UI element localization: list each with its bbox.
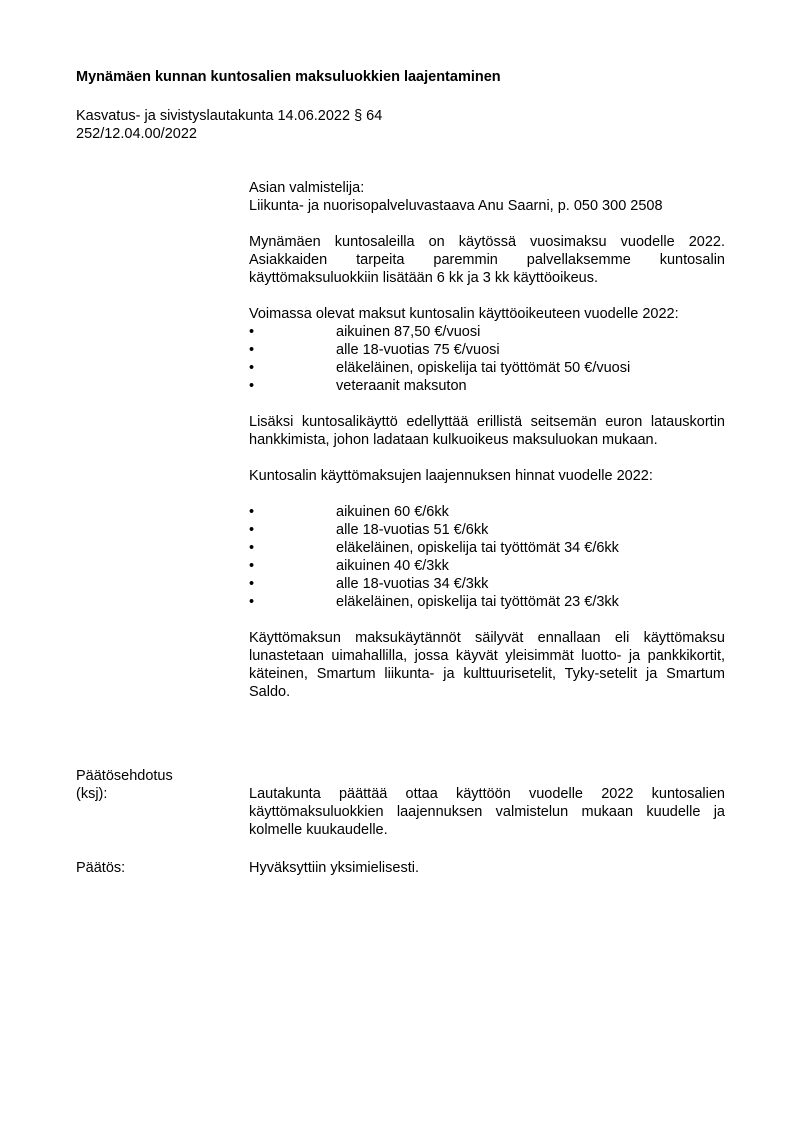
bullet-icon: • <box>249 378 255 394</box>
list-item: • veteraanit maksuton <box>249 378 467 394</box>
meeting-line: Kasvatus- ja sivistyslautakunta 14.06.2022 § 64 <box>76 108 383 124</box>
bullet-icon: • <box>249 576 255 592</box>
list-item: • alle 18-vuotias 75 €/vuosi <box>249 342 500 358</box>
document-body <box>249 179 725 701</box>
preparer-label: Asian valmistelija: <box>249 180 365 196</box>
list-item: • alle 18-vuotias 51 €/6kk <box>249 522 489 538</box>
payment-note-paragraph: Käyttömaksun maksukäytännöt säilyvät ennallaan eli käyttömaksu lunastetaan uimahallilla, jossa käyvät yleisimmät luotto- ja pankkikortit, käteinen, Smartum liikunta- ja kulttuurisetelit, Tyky-setelit ja Smartum Saldo. <box>249 630 725 700</box>
new-fees-heading: Kuntosalin käyttömaksujen laajennuksen hinnat vuodelle 2022: <box>249 468 653 484</box>
bullet-icon: • <box>249 558 255 574</box>
bullet-icon: • <box>249 504 255 520</box>
proposal-label: Päätösehdotus (ksj): <box>76 768 173 802</box>
list-item: • aikuinen 60 €/6kk <box>249 504 449 520</box>
list-item: • aikuinen 40 €/3kk <box>249 558 449 574</box>
bullet-icon: • <box>249 324 255 340</box>
bullet-icon: • <box>249 342 255 358</box>
list-item: • eläkeläinen, opiskelija tai työttömät 50 €/vuosi <box>249 360 631 376</box>
preparer-name: Liikunta- ja nuorisopalveluvastaava Anu Saarni, p. 050 300 2508 <box>249 198 663 214</box>
bullet-icon: • <box>249 360 255 376</box>
current-fees-list <box>249 323 725 395</box>
intro-paragraph: Mynämäen kuntosaleilla on käytössä vuosimaksu vuodelle 2022. Asiakkaiden tarpeita paremmin palvellaksemme kuntosalin käyttömaksuluokkiin lisätään 6 kk ja 3 kk käyttöoikeus. <box>249 234 725 286</box>
list-item: • eläkeläinen, opiskelija tai työttömät 34 €/6kk <box>249 540 619 556</box>
new-fees-list <box>249 503 725 611</box>
list-item: • eläkeläinen, opiskelija tai työttömät 23 €/3kk <box>249 594 619 610</box>
bullet-icon: • <box>249 522 255 538</box>
list-item: • alle 18-vuotias 34 €/3kk <box>249 576 489 592</box>
list-item: • aikuinen 87,50 €/vuosi <box>249 324 481 340</box>
record-number: 252/12.04.00/2022 <box>76 126 197 142</box>
meeting-info <box>76 107 382 143</box>
current-fees-heading: Voimassa olevat maksut kuntosalin käyttöoikeuteen vuodelle 2022: <box>249 306 679 322</box>
bullet-icon: • <box>249 594 255 610</box>
decision-label: Päätös: <box>76 860 126 876</box>
proposal-text: Lautakunta päättää ottaa käyttöön vuodelle 2022 kuntosalien käyttömaksuluokkien laajennuksen valmistelun mukaan kuudelle ja kolmelle kuukaudelle. <box>249 786 725 838</box>
document-title: Mynämäen kunnan kuntosalien maksuluokkien laajentaminen <box>76 69 501 85</box>
bullet-icon: • <box>249 540 255 556</box>
card-note-paragraph: Lisäksi kuntosalikäyttö edellyttää erillistä seitsemän euron latauskortin hankkimista, johon ladataan kulkuoikeus maksuluokan mukaan. <box>249 414 725 448</box>
decision-text: Hyväksyttiin yksimielisesti. <box>249 860 419 876</box>
